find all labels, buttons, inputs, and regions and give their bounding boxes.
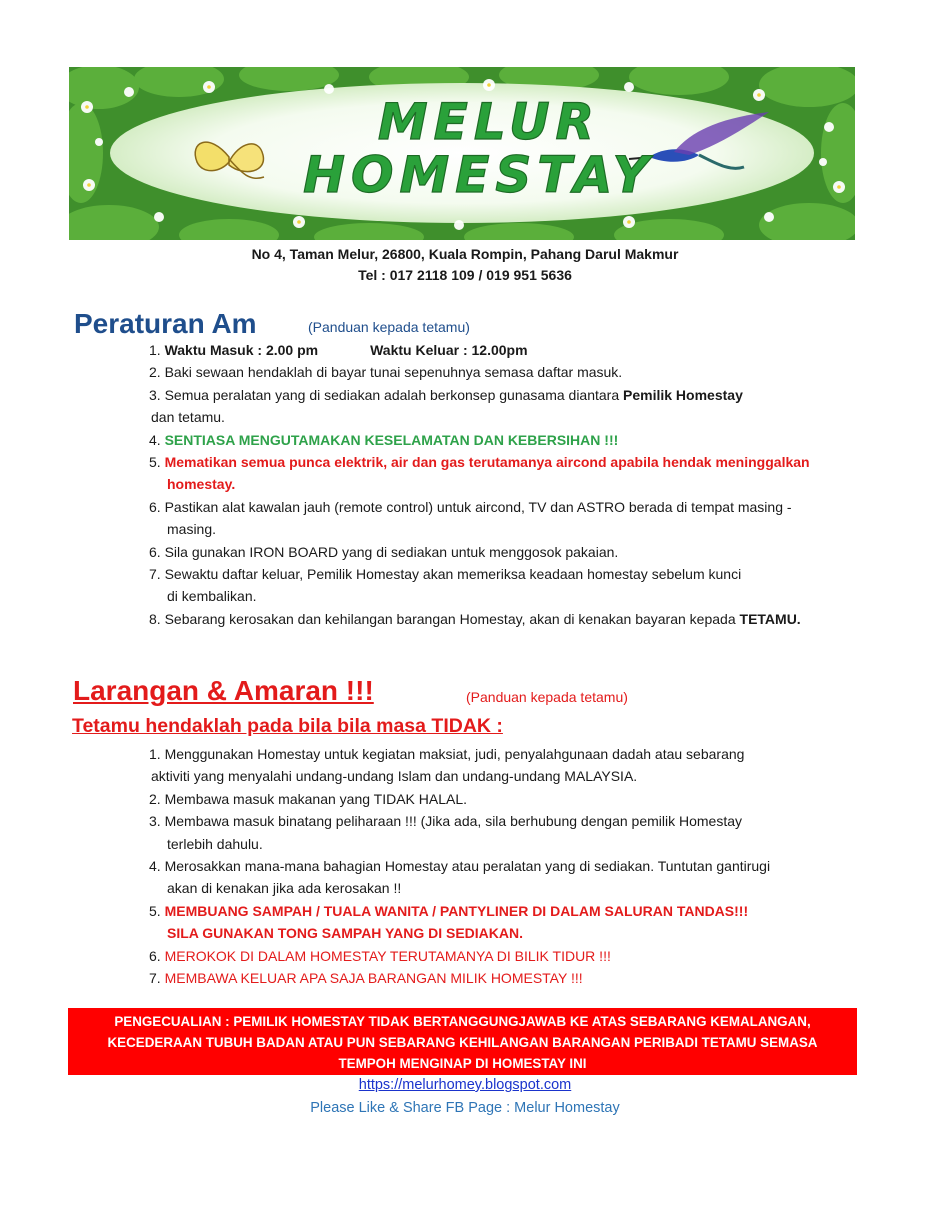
list-item: 3. Membawa masuk binatang peliharaan !!! (Jika ada, sila berhubung dengan pemilik Homestay terlebih dahulu. — [149, 813, 743, 852]
rules-title: Peraturan Am — [74, 308, 257, 339]
warnings-heading: Tetamu hendaklah pada bila bila masa TIDAK : — [72, 715, 503, 737]
list-item: 5. MEMBUANG SAMPAH / TUALA WANITA / PANTYLINER DI DALAM SALURAN TANDAS!!! SILA GUNAKAN TONG SAMPAH YANG DI SEDIAKAN. — [149, 902, 749, 942]
banner-line2: HOMESTAY — [303, 146, 655, 204]
address-line: No 4, Taman Melur, 26800, Kuala Rompin, Pahang Darul Makmur — [251, 246, 679, 262]
list-item: 6. MEROKOK DI DALAM HOMESTAY TERUTAMANYA DI BILIK TIDUR !!! — [149, 947, 611, 964]
banner-art — [69, 67, 855, 240]
list-item: 2. Membawa masuk makanan yang TIDAK HALAL. — [149, 790, 468, 807]
list-item: 1. Menggunakan Homestay untuk kegiatan maksiat, judi, penyalahgunaan dadah atau sebarang aktiviti yang menyalahi undang-undang Islam dan undang-undang MALAYSIA. — [149, 746, 745, 785]
list-item: 7. MEMBAWA KELUAR APA SAJA BARANGAN MILIK HOMESTAY !!! — [149, 970, 583, 987]
list-item: 4. SENTIASA MENGUTAMAKAN KESELAMATAN DAN KEBERSIHAN !!! — [149, 431, 619, 448]
list-item: 3. Semua peralatan yang di sediakan adalah berkonsep gunasama diantara Pemilik Homestay dan tetamu. — [149, 386, 743, 426]
banner — [69, 67, 855, 240]
exclusion-notice: PENGECUALIAN : PEMILIK HOMESTAY TIDAK BERTANGGUNGJAWAB KE ATAS SEBARANG KEMALANGAN, KECEDERAAN TUBUH BADAN ATAU PUN SEBARANG KEHILANGAN BARANGAN PERIBADI TETAMU SEMASA TEMPOH MENGINAP DI HOMESTAY INI — [68, 1008, 857, 1075]
banner-line1: MELUR — [377, 93, 601, 151]
list-item: 8. Sebarang kerosakan dan kehilangan barangan Homestay, akan di kenakan bayaran kepada TETAMU. — [149, 610, 801, 627]
address-block — [0, 244, 930, 286]
list-item: 4. Merosakkan mana-mana bahagian Homestay atau peralatan yang di sediakan. Tuntutan gantirugi akan di kenakan jika ada kerosakan !! — [149, 858, 771, 897]
blog-link[interactable]: https://melurhomey.blogspot.com — [358, 1077, 572, 1093]
warnings-list — [149, 743, 770, 989]
facebook-note: Please Like & Share FB Page : Melur Homestay — [310, 1100, 620, 1116]
phone-line: Tel : 017 2118 109 / 019 951 5636 — [358, 267, 572, 283]
rules-subtitle: (Panduan kepada tetamu) — [308, 319, 470, 335]
list-item: 6. Pastikan alat kawalan jauh (remote control) untuk aircond, TV dan ASTRO berada di tempat masing - masing. — [149, 498, 792, 538]
list-item: 5. Mematikan semua punca elektrik, air dan gas terutamanya aircond apabila hendak meninggalkan homestay. — [149, 454, 810, 493]
list-item: 2. Baki sewaan hendaklah di bayar tunai sepenuhnya semasa daftar masuk. — [149, 364, 623, 381]
list-item: 1. Waktu Masuk : 2.00 pm Waktu Keluar : 12.00pm — [149, 342, 528, 358]
warnings-subtitle: (Panduan kepada tetamu) — [466, 689, 628, 705]
list-item: 6. Sila gunakan IRON BOARD yang di sediakan untuk menggosok pakaian. — [149, 543, 619, 560]
warnings-title: Larangan & Amaran !!! — [73, 675, 374, 706]
rules-list — [149, 339, 810, 630]
list-item: 7. Sewaktu daftar keluar, Pemilik Homestay akan memeriksa keadaan homestay sebelum kunci di kembalikan. — [149, 566, 742, 605]
